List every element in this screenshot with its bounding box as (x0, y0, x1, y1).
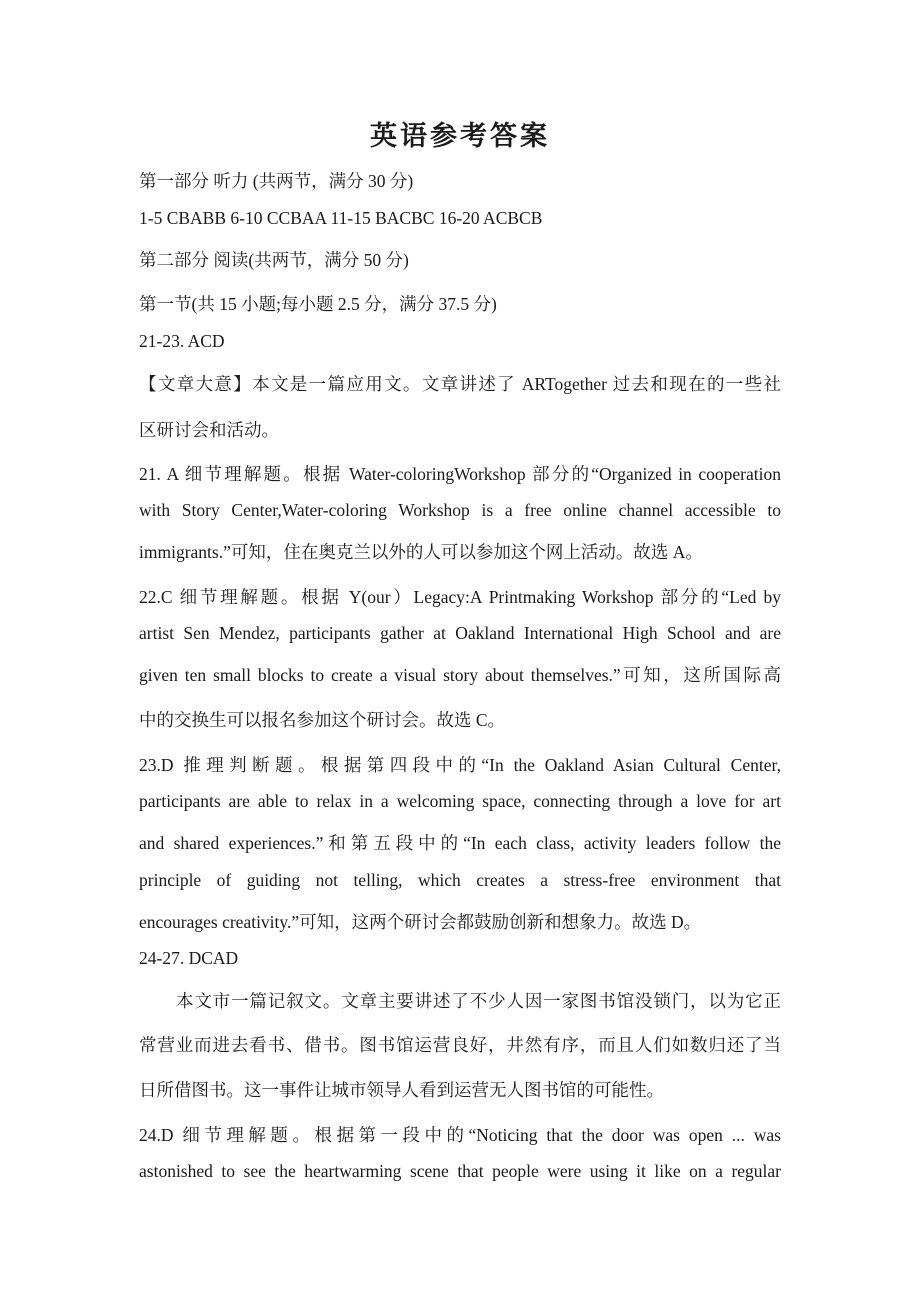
listening-answers: 1-5 CBABB 6-10 CCBAA 11-15 BACBC 16-20 ACBCB (139, 208, 543, 228)
explanation-line: encourages creativity.”可知，这两个研讨会都鼓励创新和想象力。故选 D。 (139, 912, 702, 932)
summary-line: 区研讨会和活动。 (139, 420, 279, 440)
summary-line: 【文章大意】本文是一篇应用文。文章讲述了 ARTogether 过去和现在的一些社 (139, 374, 781, 394)
answers-21-23: 21-23. ACD (139, 331, 225, 351)
explanation-line: 22.C 细节理解题。根据 Y(our）Legacy:A Printmaking Workshop 部分的“Led by (139, 587, 781, 607)
explanation-line: principle of guiding not telling, which creates a stress-free environment that (139, 870, 781, 890)
explanation-line: and shared experiences.”和第五段中的“In each class, activity leaders follow the (139, 833, 781, 853)
explanation-line: 24.D 细节理解题。根据第一段中的“Noticing that the door was open ... was (139, 1125, 781, 1145)
explanation-line: 21. A 细节理解题。根据 Water-coloringWorkshop 部分的“Organized in cooperation (139, 464, 781, 484)
explanation-line: immigrants.”可知，住在奥克兰以外的人可以参加这个网上活动。故选 A。 (139, 542, 703, 562)
answers-24-27: 24-27. DCAD (139, 948, 239, 968)
summary-line: 常营业而进去看书、借书。图书馆运营良好，井然有序，而且人们如数归还了当 (139, 1035, 781, 1055)
explanation-line: given ten small blocks to create a visual story about themselves.”可知，这所国际高 (139, 665, 781, 685)
page-title: 英语参考答案 (370, 121, 550, 151)
section-heading-reading: 第二部分 阅读(共两节，满分 50 分) (139, 250, 409, 270)
explanation-line: participants are able to relax in a welcoming space, connecting through a love for art (139, 791, 781, 811)
explanation-line: 中的交换生可以报名参加这个研讨会。故选 C。 (139, 710, 506, 730)
explanation-line: 23.D 推理判断题。根据第四段中的“In the Oakland Asian Cultural Center, (139, 755, 781, 775)
section-heading-listening: 第一部分 听力 (共两节，满分 30 分) (139, 171, 414, 191)
summary-line: 日所借图书。这一事件让城市领导人看到运营无人图书馆的可能性。 (139, 1080, 664, 1100)
summary-line: 本文市一篇记叙文。文章主要讲述了不少人因一家图书馆没锁门，以为它正 (176, 991, 781, 1011)
explanation-line: astonished to see the heartwarming scene that people were using it like on a regular (139, 1161, 781, 1181)
explanation-line: artist Sen Mendez, participants gather at Oakland International High School and are (139, 623, 781, 643)
explanation-line: with Story Center,Water-coloring Workshop is a free online channel accessible to (139, 500, 781, 520)
subsection-heading: 第一节(共 15 小题;每小题 2.5 分，满分 37.5 分) (139, 294, 497, 314)
